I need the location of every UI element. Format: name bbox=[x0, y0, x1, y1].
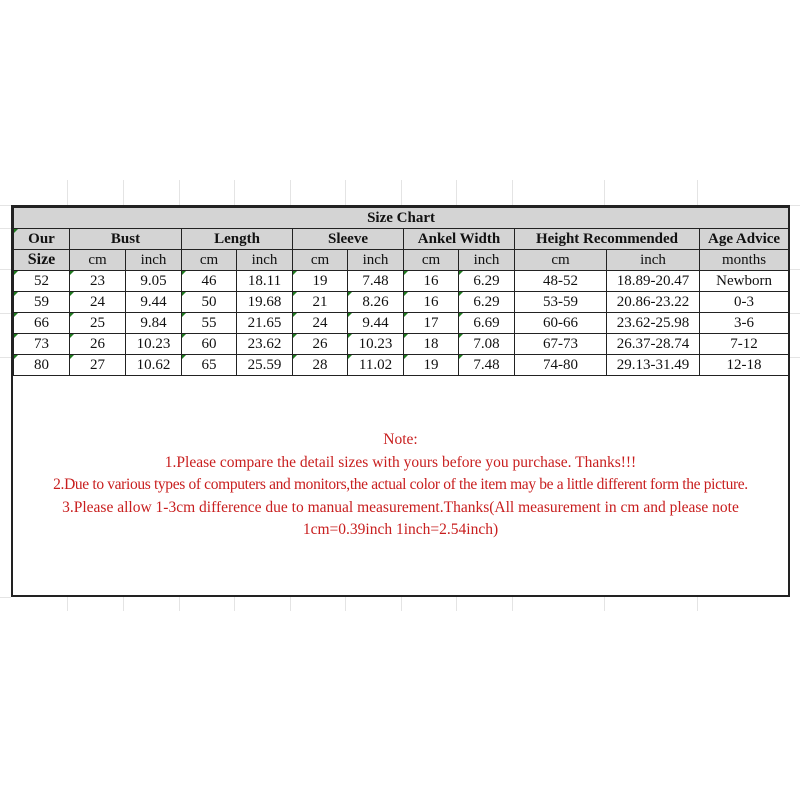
unit-cell: cm bbox=[404, 250, 459, 271]
data-cell: 46 bbox=[182, 271, 237, 292]
note-block bbox=[13, 429, 788, 542]
data-cell: 48-52 bbox=[515, 271, 607, 292]
data-cell: 26 bbox=[293, 334, 348, 355]
data-cell: 23.62 bbox=[237, 334, 293, 355]
table-row bbox=[14, 334, 789, 355]
data-cell: 60 bbox=[182, 334, 237, 355]
data-cell: 16 bbox=[404, 271, 459, 292]
size-cell: 59 bbox=[14, 292, 70, 313]
unit-cell: inch bbox=[459, 250, 515, 271]
data-cell: 23 bbox=[70, 271, 126, 292]
data-cell: 65 bbox=[182, 355, 237, 376]
data-cell: 24 bbox=[293, 313, 348, 334]
size-cell: 80 bbox=[14, 355, 70, 376]
data-cell: 12-18 bbox=[700, 355, 789, 376]
data-cell: 17 bbox=[404, 313, 459, 334]
data-cell: 9.44 bbox=[348, 313, 404, 334]
data-cell: 16 bbox=[404, 292, 459, 313]
data-cell: 18.11 bbox=[237, 271, 293, 292]
our-size-header: Our bbox=[14, 229, 70, 250]
unit-cell: cm bbox=[70, 250, 126, 271]
data-cell: 26 bbox=[70, 334, 126, 355]
data-cell: 53-59 bbox=[515, 292, 607, 313]
data-cell: 10.62 bbox=[126, 355, 182, 376]
note-line-2: 2.Due to various types of computers and monitors,the actual color of the item may be a little different form the picture. bbox=[53, 476, 748, 493]
data-cell: 7.48 bbox=[348, 271, 404, 292]
note-line-3: 3.Please allow 1-3cm difference due to manual measurement.Thanks(All measurement in cm and please note bbox=[62, 498, 739, 516]
bust-header: Bust bbox=[70, 229, 182, 250]
data-cell: 74-80 bbox=[515, 355, 607, 376]
data-cell: 25.59 bbox=[237, 355, 293, 376]
data-cell: 6.69 bbox=[459, 313, 515, 334]
data-cell: 67-73 bbox=[515, 334, 607, 355]
data-cell: 25 bbox=[70, 313, 126, 334]
data-cell: 18 bbox=[404, 334, 459, 355]
data-cell: 6.29 bbox=[459, 292, 515, 313]
data-cell: 28 bbox=[293, 355, 348, 376]
our-size-header-line2: Size bbox=[14, 250, 70, 271]
data-cell: 6.29 bbox=[459, 271, 515, 292]
age-advice-header: Age Advice bbox=[700, 229, 789, 250]
data-cell: 7.48 bbox=[459, 355, 515, 376]
data-cell: 19.68 bbox=[237, 292, 293, 313]
data-cell: 0-3 bbox=[700, 292, 789, 313]
data-cell: 9.44 bbox=[126, 292, 182, 313]
data-cell: 3-6 bbox=[700, 313, 789, 334]
size-cell: 52 bbox=[14, 271, 70, 292]
data-cell: 21 bbox=[293, 292, 348, 313]
data-cell: 8.26 bbox=[348, 292, 404, 313]
note-line-1: 1.Please compare the detail sizes with yours before you purchase. Thanks!!! bbox=[164, 453, 637, 471]
height-recommended-header: Height Recommended bbox=[515, 229, 700, 250]
data-cell: 19 bbox=[404, 355, 459, 376]
size-chart-sheet bbox=[11, 205, 790, 597]
table-row bbox=[14, 355, 789, 376]
unit-cell: months bbox=[700, 250, 789, 271]
data-cell: 18.89-20.47 bbox=[607, 271, 700, 292]
note-heading: Note: bbox=[383, 431, 418, 448]
data-cell: 29.13-31.49 bbox=[607, 355, 700, 376]
data-cell: 10.23 bbox=[348, 334, 404, 355]
data-cell: 24 bbox=[70, 292, 126, 313]
data-cell: 27 bbox=[70, 355, 126, 376]
table-row bbox=[14, 292, 789, 313]
size-cell: 66 bbox=[14, 313, 70, 334]
unit-cell: cm bbox=[293, 250, 348, 271]
unit-cell: cm bbox=[182, 250, 237, 271]
size-cell: 73 bbox=[14, 334, 70, 355]
table-title: Size Chart bbox=[14, 208, 789, 229]
data-cell: 55 bbox=[182, 313, 237, 334]
title-row bbox=[14, 208, 789, 229]
data-cell: 26.37-28.74 bbox=[607, 334, 700, 355]
unit-cell: inch bbox=[348, 250, 404, 271]
data-cell: Newborn bbox=[700, 271, 789, 292]
data-cell: 19 bbox=[293, 271, 348, 292]
data-cell: 20.86-23.22 bbox=[607, 292, 700, 313]
data-cell: 7-12 bbox=[700, 334, 789, 355]
data-cell: 7.08 bbox=[459, 334, 515, 355]
ankle-width-header: Ankel Width bbox=[404, 229, 515, 250]
sleeve-header: Sleeve bbox=[293, 229, 404, 250]
data-cell: 21.65 bbox=[237, 313, 293, 334]
data-cell: 9.84 bbox=[126, 313, 182, 334]
size-chart-table bbox=[13, 207, 789, 376]
unit-cell: inch bbox=[126, 250, 182, 271]
data-cell: 60-66 bbox=[515, 313, 607, 334]
data-cell: 10.23 bbox=[126, 334, 182, 355]
data-cell: 50 bbox=[182, 292, 237, 313]
length-header: Length bbox=[182, 229, 293, 250]
table-row bbox=[14, 313, 789, 334]
table-row bbox=[14, 271, 789, 292]
data-cell: 9.05 bbox=[126, 271, 182, 292]
unit-cell: inch bbox=[607, 250, 700, 271]
data-cell: 11.02 bbox=[348, 355, 404, 376]
unit-cell: cm bbox=[515, 250, 607, 271]
note-line-4: 1cm=0.39inch 1inch=2.54inch) bbox=[302, 521, 499, 538]
unit-header-row bbox=[14, 250, 789, 271]
data-cell: 23.62-25.98 bbox=[607, 313, 700, 334]
unit-cell: inch bbox=[237, 250, 293, 271]
group-header-row bbox=[14, 229, 789, 250]
